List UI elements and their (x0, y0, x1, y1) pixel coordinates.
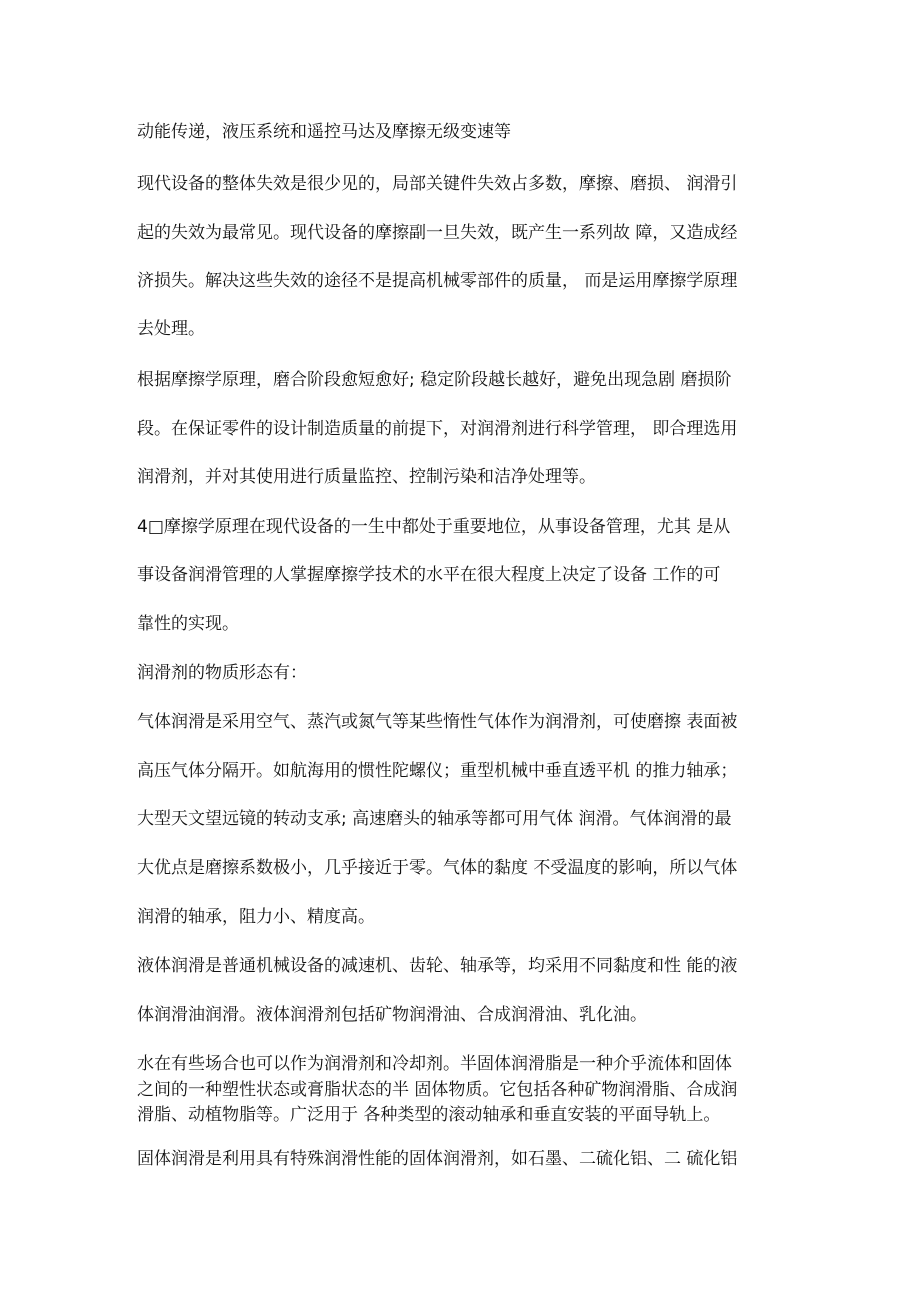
text-line: 水在有些场合也可以作为润滑剂和冷却剂。半固体润滑脂是一种介乎流体和固体 (137, 1054, 732, 1074)
text-line: 滑脂、动植物脂等。广泛用于 各种类型的滚动轴承和垂直安装的平面导轨上。 (137, 1105, 721, 1125)
text-line: 固体润滑是利用具有特殊润滑性能的固体润滑剂，如石墨、二硫化铝、二 硫化铝 (137, 1149, 738, 1169)
text-line: 济损失。解决这些失效的途径不是提高机械零部件的质量， 而是运用摩擦学原理 (137, 271, 738, 291)
text-line: 高压气体分隔开。如航海用的惯性陀螺仪；重型机械中垂直透平机 的推力轴承； (137, 761, 738, 781)
text-line: 大优点是磨擦系数极小，几乎接近于零。气体的黏度 不受温度的影响，所以气体 (137, 858, 738, 878)
text-line: 现代设备的整体失效是很少见的，局部关键件失效占多数，摩擦、磨损、 润滑引 (137, 174, 738, 194)
text-line: 液体润滑是普通机械设备的减速机、齿轮、轴承等，均采用不同黏度和性 能的液 (137, 956, 738, 976)
text-line: 事设备润滑管理的人掌握摩擦学技术的水平在很大程度上决定了设备 工作的可 (137, 565, 721, 585)
text-line: 起的失效为最常见。现代设备的摩擦副一旦失效，既产生一系列故 障，又造成经 (137, 223, 738, 243)
text-line: 靠性的实现。 (137, 614, 239, 634)
text-line: 气体润滑是采用空气、蒸汽或氮气等某些惰性气体作为润滑剂，可使磨擦 表面被 (137, 712, 738, 732)
text-line: 润滑剂，并对其使用进行质量监控、控制污染和洁净处理等。 (137, 467, 596, 487)
text-line: 去处理。 (137, 319, 205, 339)
text-line: 润滑的轴承，阻力小、精度高。 (137, 907, 375, 927)
text-line: 润滑剂的物质形态有： (137, 663, 307, 683)
text-line: 之间的一种塑性状态或膏脂状态的半 固体物质。它包括各种矿物润滑脂、合成润 (137, 1080, 738, 1100)
text-line: 4□摩擦学原理在现代设备的一生中都处于重要地位，从事设备管理，尤其 是从 (137, 517, 731, 537)
text-line: 根据摩擦学原理，磨合阶段愈短愈好; 稳定阶段越长越好，避免出现急剧 磨损阶 (137, 370, 732, 390)
text-line: 大型天文望远镜的转动支承; 高速磨头的轴承等都可用气体 润滑。气体润滑的最 (137, 809, 732, 829)
text-line: 体润滑油润滑。液体润滑剂包括矿物润滑油、合成润滑油、乳化油。 (137, 1005, 647, 1025)
text-line: 动能传递，液压系统和遥控马达及摩擦无级变速等 (137, 122, 511, 142)
text-line: 段。在保证零件的设计制造质量的前提下，对润滑剂进行科学管理， 即合理选用 (137, 419, 738, 439)
